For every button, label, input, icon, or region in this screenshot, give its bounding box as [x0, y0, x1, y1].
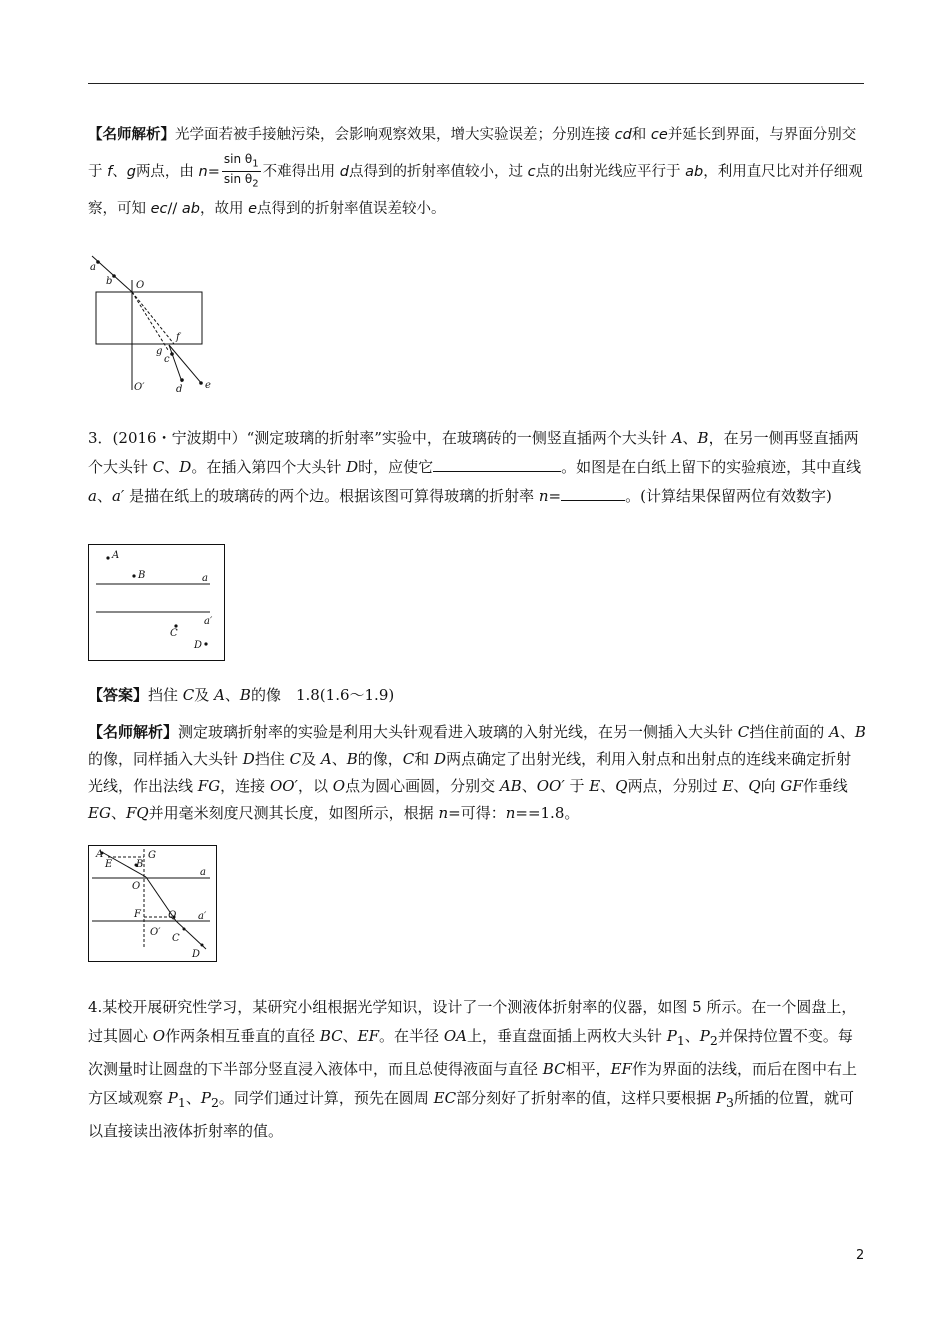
- answer-blank-1[interactable]: [433, 455, 561, 472]
- label-f: f: [176, 332, 180, 343]
- answer-3: 【答案】挡住 C及 A、B的像 1.8(1.6～1.9): [88, 686, 395, 704]
- figure-glass-refraction-1: [84, 250, 224, 400]
- pin-b: [112, 274, 116, 278]
- pin-c: [170, 352, 174, 356]
- pin-D: [201, 944, 204, 947]
- label-E: E: [105, 859, 113, 870]
- analysis-paragraph-1: 【名师解析】光学面若被手接触污染，会影响观察效果，增大实验误差；分别连接 cd和 ce并延长到界面，与界面分别交于 f、g两点，由 n= $\frac{\sin \theta_1}{\sin \theta_2}$ 不难得出用 d点得到的折射率值较小，过 c点的出射光线应平行于 ab，利用直尺比对并仔细观察，可知 ec// ab，故用 e点得到的折射率值误差较小。: [88, 127, 863, 217]
- label-g: g: [156, 346, 163, 357]
- label-a-prime: a′: [204, 616, 213, 627]
- label-c: c: [164, 354, 170, 365]
- label-O: O: [136, 280, 145, 291]
- label-a: a: [202, 573, 208, 584]
- label-B: B: [136, 859, 144, 870]
- pin-e: [199, 381, 203, 385]
- label-e: e: [205, 380, 211, 391]
- pin-C: [183, 928, 186, 931]
- label-a-prime: a′: [198, 911, 207, 922]
- label-F: F: [134, 909, 141, 920]
- label-C: C: [172, 933, 180, 944]
- figure-solution-construction: [88, 845, 218, 965]
- answer-blank-2[interactable]: [561, 484, 625, 501]
- pin-a: [96, 260, 100, 264]
- answer-tag: 【答案】: [88, 686, 149, 704]
- label-a: a: [200, 867, 206, 878]
- pin-D: [204, 642, 207, 645]
- label-d: d: [176, 384, 183, 395]
- label-D: D: [192, 949, 201, 960]
- dashed-extension: [132, 292, 168, 350]
- analysis-paragraph-3: 【名师解析】测定玻璃折射率的实验是利用大头针观看进入玻璃的入射光线，在另一侧插入大头针 C挡住前面的 A、B的像，同样插入大头针 D挡住 C及 A、B的像，C和 D两点确定了出射光线，利用入射点和出射点的连线来确定折射光线，作出法线 FG，连接 OO′，以 O点为圆心画圆，分别交 AB、OO′ 于 E、Q两点，分别过 E、Q向 GF作垂线 EG、FQ并用毫米刻度尺测其长度，如图所示，根据 n=可得：n==1.8。: [88, 723, 866, 822]
- label-C: C: [170, 628, 178, 639]
- pin-d: [180, 378, 184, 382]
- label-D: D: [194, 640, 203, 651]
- label-O: O: [132, 881, 141, 892]
- label-a: a: [90, 262, 96, 273]
- label-Q: Q: [168, 910, 177, 921]
- exit-ray-e: [169, 345, 202, 384]
- glass-block: [96, 292, 202, 344]
- pin-B: [132, 574, 135, 577]
- exit-ray-d: [169, 345, 182, 382]
- header-rule: [88, 83, 864, 84]
- label-G: G: [148, 850, 156, 861]
- analysis-tag: 【名师解析】: [88, 127, 175, 143]
- analysis-tag: 【名师解析】: [88, 723, 179, 741]
- label-A: A: [112, 550, 120, 561]
- question-4: 4.某校开展研究性学习，某研究小组根据光学知识，设计了一个测液体折射率的仪器，如图 5 所示。在一个圆盘上，过其圆心 O作两条相互垂直的直径 BC、EF。在半径 OA上，垂直盘面插上两枚大头针 $P_1$、$P_2$并保持位置不变。每次测量时让圆盘的下半部分竖直浸入液体中，而且总使得液面与直径 BC相平，EF作为界面的法线，而后在图中右上方区域观察 $P_1$、$P_2$。同学们通过计算，预先在圆周 EC部分刻好了折射率的值，这样只要根据 $P_3$所插的位置，就可以直接读出液体折射率的值。: [88, 998, 857, 1140]
- label-b: b: [106, 276, 113, 287]
- label-O-prime: O′: [134, 382, 145, 393]
- page-number: 2: [856, 1248, 865, 1263]
- figure-frame: [89, 545, 225, 661]
- figure-pin-traces: [88, 544, 226, 664]
- label-O-prime: O′: [150, 927, 161, 938]
- pin-A: [106, 556, 109, 559]
- label-B: B: [138, 570, 146, 581]
- sine-ratio-fraction: $\frac{\sin \theta_1}{\sin \theta_2}$: [223, 152, 259, 190]
- label-A: A: [96, 849, 104, 860]
- refracted-ray: [132, 292, 174, 344]
- question-3: 3．(2016・宁波期中）“测定玻璃的折射率”实验中，在玻璃砖的一侧竖直插两个大头针 A、B，在另一侧再竖直插两个大头针 C、D。在插入第四个大头针 D时，应使它 。如图是在白纸上留下的实验痕迹，其中直线 a、a′ 是描在纸上的玻璃砖的两个边。根据该图可算得玻璃的折射率 n= 。(计算结果保留两位有效数字): [88, 429, 862, 505]
